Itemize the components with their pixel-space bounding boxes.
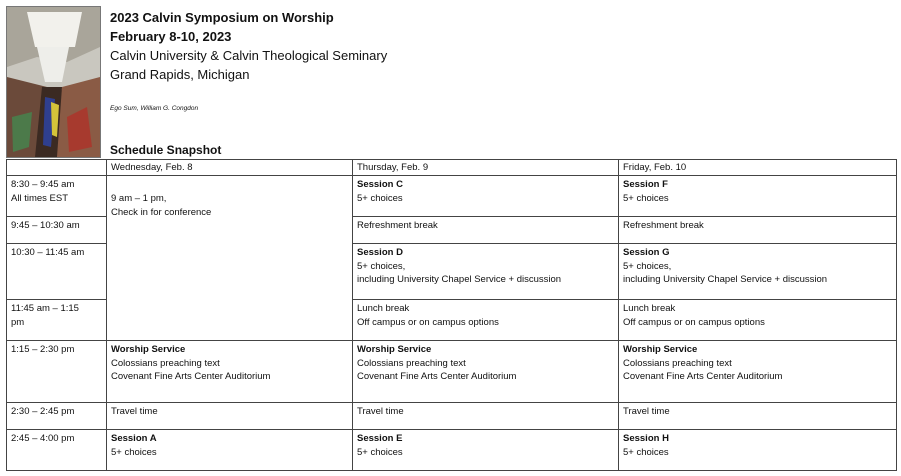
- thursday-travel: [353, 403, 618, 429]
- worship-title: Worship Service: [357, 344, 432, 355]
- session-title: Session D: [357, 247, 403, 258]
- thursday-worship: [353, 341, 618, 402]
- time-label: 2:45 – 4:00 pm: [11, 433, 75, 444]
- worship-title: Worship Service: [623, 344, 698, 355]
- event-location: Grand Rapids, Michigan: [110, 67, 250, 82]
- event-title: 2023 Calvin Symposium on Worship: [110, 10, 334, 25]
- thursday-session-d: [353, 244, 618, 299]
- travel-text: Travel time: [357, 406, 404, 417]
- event-header: [110, 8, 387, 84]
- friday-break: [619, 217, 896, 243]
- worship-place: Covenant Fine Arts Center Auditorium: [111, 371, 271, 382]
- session-text: 5+ choices,: [357, 260, 406, 272]
- time-slot: [7, 341, 106, 402]
- session-text: including University Chapel Service + discussion: [623, 274, 828, 285]
- break-text: Refreshment break: [357, 220, 438, 231]
- wednesday-travel: [107, 403, 352, 429]
- session-title: Session G: [623, 247, 670, 258]
- thursday-break: [353, 217, 618, 243]
- time-label-cont: pm: [11, 316, 25, 328]
- session-text: including University Chapel Service + discussion: [357, 274, 562, 285]
- time-slot: [7, 403, 106, 429]
- artwork-image: [7, 7, 100, 157]
- thursday-session-c: [353, 176, 618, 216]
- event-dates: February 8-10, 2023: [110, 29, 232, 44]
- break-text: Refreshment break: [623, 220, 704, 231]
- event-venue: Calvin University & Calvin Theological Seminary: [110, 48, 388, 63]
- worship-title: Worship Service: [111, 344, 186, 355]
- symposium-artwork: [6, 6, 101, 158]
- worship-text: Colossians preaching text: [357, 357, 466, 369]
- session-text: 5+ choices: [623, 446, 669, 458]
- lunch-text: Off campus or on campus options: [623, 316, 765, 328]
- day-header-thursday: Thursday, Feb. 9: [357, 162, 429, 173]
- time-slot: [7, 176, 106, 216]
- friday-session-f: [619, 176, 896, 216]
- friday-session-g: [619, 244, 896, 299]
- lunch-text: Off campus or on campus options: [357, 316, 499, 328]
- wednesday-session-a: [107, 430, 352, 470]
- session-title: Session E: [357, 433, 403, 444]
- schedule-table: [6, 159, 897, 471]
- session-text: 5+ choices: [623, 192, 669, 204]
- time-label: 9:45 – 10:30 am: [11, 220, 80, 231]
- worship-place: Covenant Fine Arts Center Auditorium: [623, 371, 783, 382]
- day-header-wednesday: Wednesday, Feb. 8: [111, 162, 193, 173]
- thursday-session-e: [353, 430, 618, 470]
- time-slot: [7, 244, 106, 299]
- worship-text: Colossians preaching text: [623, 357, 732, 369]
- travel-text: Travel time: [623, 406, 670, 417]
- session-title: Session A: [111, 433, 157, 444]
- session-title: Session C: [357, 179, 403, 190]
- timezone-note: All times EST: [11, 192, 69, 204]
- wednesday-checkin: [107, 190, 352, 230]
- time-label: 10:30 – 11:45 am: [11, 247, 85, 258]
- section-title: Schedule Snapshot: [110, 143, 222, 157]
- friday-travel: [619, 403, 896, 429]
- session-text: 5+ choices: [111, 446, 157, 458]
- session-title: Session F: [623, 179, 668, 190]
- session-text: 5+ choices,: [623, 260, 672, 272]
- time-label: 2:30 – 2:45 pm: [11, 406, 75, 417]
- travel-text: Travel time: [111, 406, 158, 417]
- checkin-text: Check in for conference: [111, 206, 212, 218]
- session-text: 5+ choices: [357, 192, 403, 204]
- session-title: Session H: [623, 433, 669, 444]
- session-text: 5+ choices: [357, 446, 403, 458]
- lunch-title: Lunch break: [623, 303, 676, 314]
- friday-lunch: [619, 300, 896, 340]
- friday-worship: [619, 341, 896, 402]
- time-label: 8:30 – 9:45 am: [11, 179, 75, 190]
- time-slot: [7, 217, 106, 243]
- lunch-title: Lunch break: [357, 303, 410, 314]
- time-slot: [7, 300, 106, 340]
- wednesday-worship: [107, 341, 352, 402]
- friday-session-h: [619, 430, 896, 470]
- time-label: 11:45 am – 1:15: [11, 303, 79, 314]
- time-slot: [7, 430, 106, 470]
- worship-place: Covenant Fine Arts Center Auditorium: [357, 371, 517, 382]
- worship-text: Colossians preaching text: [111, 357, 220, 369]
- day-header-friday: Friday, Feb. 10: [623, 162, 687, 173]
- artwork-caption: Ego Sum, William G. Congdon: [110, 105, 199, 112]
- checkin-time: 9 am – 1 pm,: [111, 193, 167, 204]
- thursday-lunch: [353, 300, 618, 340]
- time-label: 1:15 – 2:30 pm: [11, 344, 75, 355]
